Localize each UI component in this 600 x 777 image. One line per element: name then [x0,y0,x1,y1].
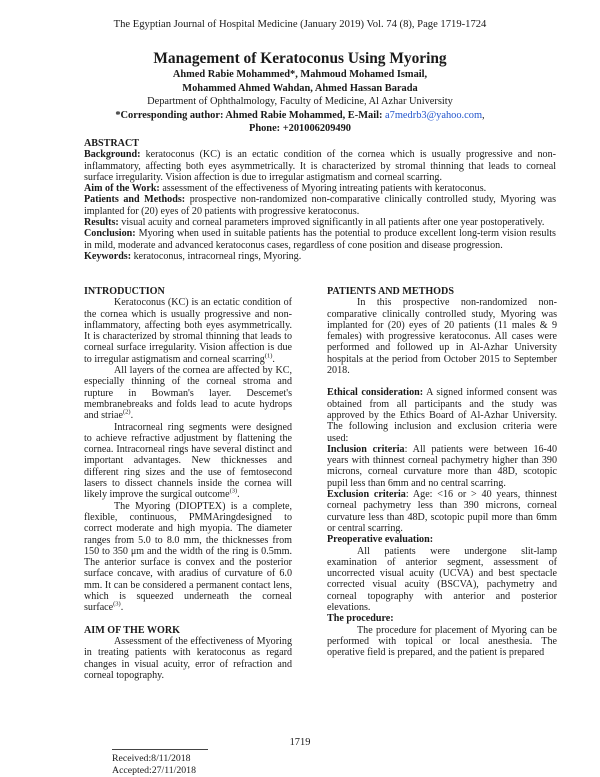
abstract-background: Background: keratoconus (KC) is an ectatic condition of the cornea which is usually progressive and non-inflammatory, affecting both eyes asymmetrically. It is characterized by stromal thinning that leads to corneal surface irregularity. Vision affection is due to irregular astigmatism and corneal scarring. [84,149,556,183]
department: Department of Ophthalmology, Faculty of Medicine, Al Azhar University [147,96,453,107]
affiliation [0,95,600,136]
aim-paragraph: Assessment of the effectiveness of Myoring in treating patients with keratoconus as regard changes in visual acuity, error of refraction and corneal topography. [84,635,292,681]
aim-heading: AIM OF THE WORK [84,624,180,636]
authors [0,68,600,95]
citation-1[interactable]: (1) [264,352,273,360]
inclusion-criteria: Inclusion criteria: All patients were between 16-40 years with thinnest corneal pachymetry higher than 390 microns, corneal curvature more than 48D, scotopic pupil less than 6mm and no central scarring. [327,443,557,489]
corresponding-label: *Corresponding author: Ahmed Rabie Mohammed, E-Mail: [115,109,386,121]
abstract-section [84,138,556,262]
left-column [84,286,292,681]
intro-paragraph-3: Intracorneal ring segments were designed to achieve refractive adjustment by flattening the cornea. Intracorneal rings have several distinct and important advantages. New thicknesses and different ring sizes and the use of femtosecond lasers to dissect channels inside the cornea will likely improve the surgical outcome$^{(3)}$. [84,421,292,501]
abstract-conclusion: Conclusion: Myoring when used in suitable patients has the potential to produce excellent long-term vision results in mild, moderate and advanced keratoconus cases, regardless of cone position and disease progression. [84,228,556,251]
preoperative-paragraph: All patients were undergone slit-lamp examination of anterior segment, assessment of uncorrected visual acuity (UCVA) and best spectacle corrected visual acuity (BSCVA), pachymetry and corneal topography with anterior and posterior elevations. [327,545,557,614]
procedure-heading: The procedure: [327,613,394,625]
citation-4[interactable]: (3) [113,600,121,608]
exclusion-criteria: Exclusion criteria: Age: <16 or > 40 years, thinnest corneal pachymetry less than 390 microns, corneal curvature less than 48D, scotopic pupil more than 6mm or central scarring. [327,489,558,534]
phone: Phone: +201006209490 [248,123,352,135]
abstract-heading: ABSTRACT [84,138,139,149]
email-link[interactable]: a7medrb3@yahoo.com [385,109,483,121]
accepted-date: Accepted:27/11/2018 [112,765,196,776]
authors-line-1: Ahmed Rabie Mohammed*, Mahmoud Mohamed Ismail, [172,69,428,80]
citation-3[interactable]: (3) [229,487,238,495]
corresponding-author [0,109,600,123]
patients-methods-heading: PATIENTS AND METHODS [327,286,454,297]
footer-divider [112,749,208,750]
preoperative-heading: Preoperative evaluation: [327,534,434,546]
email-suffix: , [482,109,485,121]
received-dates [112,753,196,777]
page-number: 1719 [289,737,311,748]
intro-paragraph-1: Keratoconus (KC) is an ectatic condition of the cornea which is usually progressive and non-inflammatory, affecting both eyes asymmetrically. It is characterized by stromal thinning that leads to corneal surface irregularity. Vision affection is due to irregular astigmatism and corneal scarring$^{(1)}$. [84,297,292,365]
abstract-patients-methods: Patients and Methods: prospective non-randomized non-comparative clinically controlled study, Myoring was implanted for (20) eyes of 20 patients with progressive keratoconus. [84,194,557,217]
abstract-aim: Aim of the Work: assessment of the effectiveness of Myoring intreating patients with keratoconus. [84,183,487,195]
ethical-consideration: Ethical consideration: A signed informed consent was obtained from all participants and the study was approved by the Ethics Board of Al-Azhar University. The following inclusion and exclusion criteria were used: [327,387,557,444]
intro-paragraph-2: All layers of the cornea are affected by KC, especially thinning of the corneal stroma and rupture in Bowman's layer. Descemet's membranebreaks and folds lead to acute hydrops and striae$^{(2)}$. [84,365,292,422]
abstract-keywords: Keywords: keratoconus, intracorneal rings, Myoring. [84,250,302,262]
procedure-paragraph: The procedure for placement of Myoring can be performed with topical or local anesthesia. The operative field is prepared, and the patient is prepared [327,624,557,659]
citation-2[interactable]: (2) [122,408,131,416]
journal-header: The Egyptian Journal of Hospital Medicine (January 2019) Vol. 74 (8), Page 1719-1724 [113,19,487,30]
introduction-heading: INTRODUCTION [84,286,165,297]
received-date: Received:8/11/2018 [112,753,191,764]
methods-paragraph-1: In this prospective non-randomized non-comparative clinically controlled study, Myoring was implanted for (20) eyes of 20 patients (11 males & 9 females) with progressive keratoconus. All cases were performed and followed up in Al-Azhar University hospitals at the period from October 2015 to September 2018. [327,297,557,377]
authors-line-2: Mohammed Ahmed Wahdan, Ahmed Hassan Barada [182,82,418,94]
abstract-results: Results: visual acuity and corneal parameters improved significantly in all patients after one year postoperatively. [84,217,545,229]
article-title: Management of Keratoconus Using Myoring [153,50,447,67]
right-column [327,286,557,659]
intro-paragraph-4: The Myoring (DIOPTEX) is a complete, flexible, continuous, PMMAringdesigned to correct moderate and high myopia. The diameter ranges from 5.0 to 8.0 mm, the thicknesses from 150 to 350 μm and the width of the ring is 0.5mm. The anterior surface is convex and the posterior surface concave, with aradius of curvature of 6.0 mm. It can be considered a permanent contact lens, which is squeezed underneath the corneal surface$^{(3)}$. [84,500,292,614]
